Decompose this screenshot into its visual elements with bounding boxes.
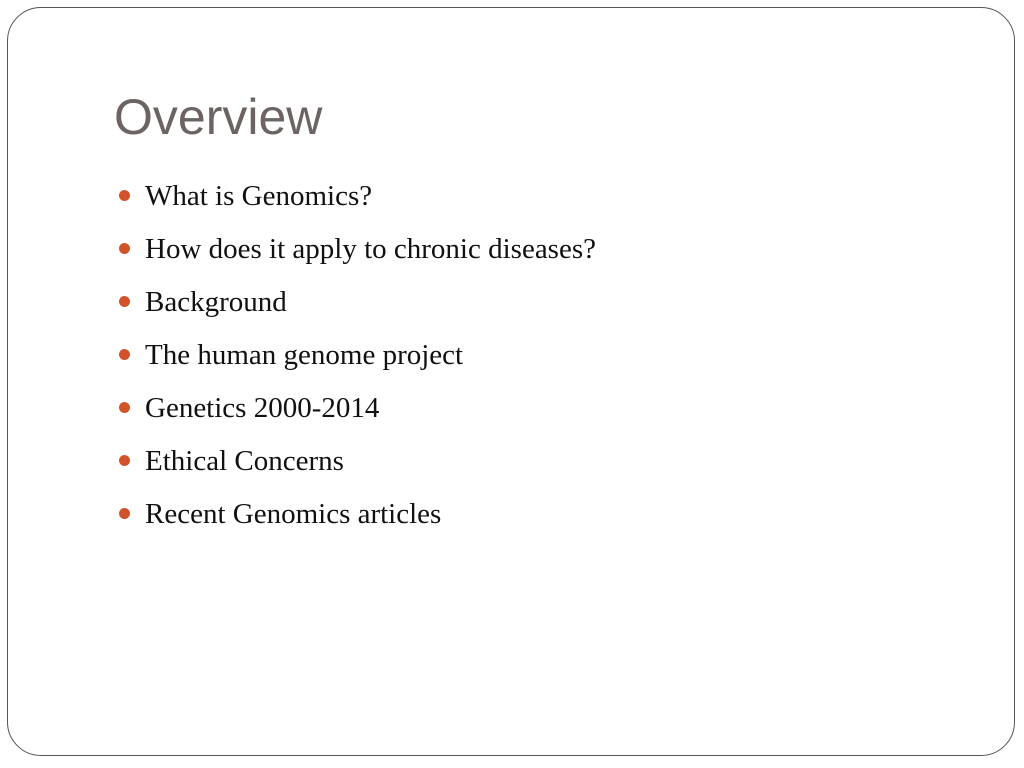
bullet-item-genetics-timeline — [114, 382, 596, 435]
bullet-item-what-is-genomics — [114, 170, 596, 223]
bullet-dot-icon — [119, 455, 130, 466]
bullet-text: Background — [145, 286, 287, 318]
bullet-item-ethical-concerns — [114, 435, 596, 488]
bullet-dot-icon — [119, 243, 130, 254]
bullet-list — [114, 170, 596, 541]
bullet-item-human-genome-project — [114, 329, 596, 382]
bullet-text: What is Genomics? — [145, 180, 373, 212]
bullet-item-chronic-diseases — [114, 223, 596, 276]
bullet-dot-icon — [119, 508, 130, 519]
bullet-text: The human genome project — [145, 339, 464, 371]
bullet-text: Genetics 2000-2014 — [145, 392, 380, 424]
bullet-dot-icon — [119, 402, 130, 413]
bullet-text: How does it apply to chronic diseases? — [145, 233, 597, 265]
slide-title: Overview — [114, 89, 323, 145]
bullet-item-background — [114, 276, 596, 329]
bullet-text: Recent Genomics articles — [145, 498, 442, 530]
bullet-dot-icon — [119, 296, 130, 307]
bullet-dot-icon — [119, 349, 130, 360]
slide-frame — [7, 7, 1015, 756]
bullet-text: Ethical Concerns — [145, 445, 344, 477]
bullet-item-recent-articles — [114, 488, 596, 541]
bullet-dot-icon — [119, 190, 130, 201]
